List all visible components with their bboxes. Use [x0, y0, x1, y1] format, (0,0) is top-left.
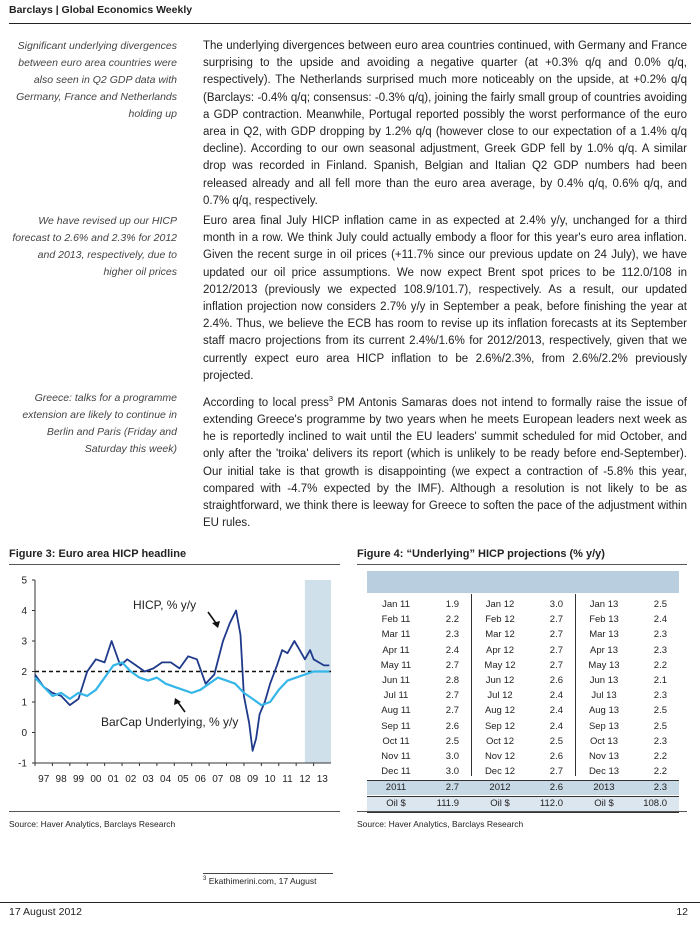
table-month-cell: Dec 12	[484, 766, 516, 778]
annotation-hicp: HICP, % y/y	[133, 598, 197, 612]
footnote-number: 3	[203, 876, 207, 883]
table-value-cell: 2.7	[549, 659, 563, 671]
table-value-cell: 2.4	[445, 644, 459, 656]
figure3-bottom-rule	[9, 811, 340, 812]
paragraph-greece	[203, 390, 687, 532]
table-value-cell: 2.8	[445, 675, 459, 686]
table-month-cell: Jul 12	[487, 690, 513, 702]
table-value-cell: 2.6	[549, 675, 563, 686]
y-tick-label: 3	[21, 636, 27, 648]
table-value-cell: 2.5	[445, 735, 459, 747]
x-tick-label: 97	[38, 774, 50, 785]
page-header	[9, 4, 691, 20]
table-value-cell: 2.6	[549, 751, 563, 762]
table-month-cell: May 12	[484, 659, 516, 671]
x-tick-label: 07	[212, 774, 224, 785]
hicp-series-line	[35, 611, 329, 751]
table-year-cell: 2011	[385, 782, 407, 794]
table-month-cell: Jan 12	[485, 599, 515, 610]
x-tick-label: 02	[125, 774, 137, 785]
header-title: Barclays | Global Economics Weekly	[9, 4, 193, 16]
table-year-value: 2.3	[653, 782, 667, 794]
table-oil-value: 108.0	[643, 798, 667, 810]
table-month-cell: Jul 11	[383, 690, 409, 702]
table-month-cell: Feb 11	[381, 614, 411, 626]
table-month-cell: Jan 13	[589, 599, 619, 610]
x-tick-label: 09	[247, 774, 259, 785]
footer-rule	[0, 902, 700, 903]
table-value-cell: 2.5	[653, 599, 667, 610]
y-tick-label: 5	[21, 575, 27, 587]
table-month-cell: Mar 13	[589, 629, 619, 641]
table-month-cell: Dec 11	[381, 766, 411, 778]
sidebar-note-divergences: Significant underlying divergences between euro area countries were also seen in Q2 GDP data with Germany, France and Netherlands holding up	[16, 40, 177, 120]
x-tick-label: 12	[299, 774, 311, 785]
table-value-cell: 2.5	[653, 720, 667, 732]
greece-text-start: According to local press	[203, 396, 329, 409]
table-month-cell: Mar 12	[485, 629, 515, 641]
x-tick-label: 04	[160, 774, 172, 785]
table-year-value: 2.6	[549, 782, 563, 794]
table-month-cell: Aug 11	[381, 705, 411, 717]
page-number: 12	[676, 906, 688, 918]
sidebar-note-greece: Greece: talks for a programme extension are likely to continue in Berlin and Paris (Friday and Saturday this week)	[22, 392, 177, 455]
table-month-cell: Jul 13	[591, 690, 617, 702]
greece-text-rest: PM Antonis Samaras does not intend to formally raise the issue of extending Greece's programme by two years when he meets European leaders next week as he is reportedly inclined to wait until the EU leaders' summit scheduled for mid October, and only after the 'troika' delivers its report (which is unlikely to be ready before end-September). Our initial take is that growth is disappointing (we expect a contraction of -5.8% this year, compared with -4.7% expected by the IMF). Although a resolution is not likely to be as straightforward, we think there is leeway for Greece to soften the pace of the adjustment within EU rules.	[203, 396, 687, 530]
table-month-cell: Aug 13	[588, 705, 620, 717]
table-value-cell: 2.5	[653, 705, 667, 717]
footnote	[203, 876, 316, 886]
table-value-cell: 2.7	[445, 659, 459, 671]
table-value-cell: 2.7	[549, 644, 563, 656]
table-value-cell: 1.9	[445, 599, 459, 610]
table-month-cell: Jun 13	[589, 675, 619, 686]
table-month-cell: Nov 13	[588, 751, 620, 762]
table-month-cell: Oct 12	[486, 735, 514, 747]
table-month-cell: Sep 11	[381, 720, 411, 732]
x-tick-label: 01	[107, 774, 119, 785]
table-month-cell: Aug 12	[484, 705, 516, 717]
table-month-cell: Dec 13	[588, 766, 620, 778]
table-month-cell: Jun 11	[382, 675, 410, 686]
x-tick-label: 10	[264, 774, 276, 785]
annotation-underlying: BarCap Underlying, % y/y	[101, 715, 239, 729]
table-value-cell: 2.3	[653, 644, 667, 656]
table-month-cell: Apr 12	[486, 644, 514, 656]
table-oil-label: Oil $	[594, 798, 614, 810]
table-month-cell: Apr 13	[590, 644, 618, 656]
header-rule	[9, 23, 691, 24]
table-value-cell: 2.2	[445, 614, 459, 626]
table-value-cell: 3.0	[549, 599, 563, 610]
figure4-source: Source: Haver Analytics, Barclays Research	[357, 819, 524, 829]
footnote-ref: 3	[328, 394, 334, 403]
y-tick-label: 2	[21, 667, 27, 678]
x-tick-label: 00	[90, 774, 102, 785]
x-tick-label: 05	[177, 774, 189, 785]
table-value-cell: 3.0	[445, 751, 459, 762]
table-value-cell: 2.4	[549, 720, 563, 732]
table-value-cell: 2.3	[445, 629, 459, 641]
annotation-hicp-arrowhead	[212, 621, 220, 628]
table-month-cell: Jan 11	[382, 599, 410, 610]
table-month-cell: Oct 13	[590, 735, 618, 747]
table-month-cell: Nov 11	[381, 751, 411, 762]
table-value-cell: 3.0	[445, 766, 459, 778]
y-tick-label: 0	[21, 728, 27, 739]
column-separator	[575, 594, 576, 776]
table-value-cell: 2.2	[653, 659, 667, 671]
table-oil-label: Oil $	[386, 798, 406, 810]
table-value-cell: 2.4	[653, 614, 667, 626]
footnote-text: Ekathimerini.com, 17 August	[206, 876, 317, 886]
table-value-cell: 2.3	[653, 629, 667, 641]
table-oil-label: Oil $	[490, 798, 510, 810]
y-tick-label: 4	[21, 606, 27, 617]
footer-date: 17 August 2012	[9, 906, 82, 918]
y-tick-label: -1	[18, 758, 27, 770]
table-value-cell: 2.1	[653, 675, 667, 686]
table-rule	[367, 812, 679, 813]
x-tick-label: 03	[142, 774, 154, 785]
table-year-cell: 2013	[593, 782, 615, 794]
x-tick-label: 13	[316, 774, 328, 785]
table-header-band	[367, 571, 679, 593]
x-tick-label: 98	[55, 774, 67, 785]
figure3-title: Figure 3: Euro area HICP headline	[9, 548, 187, 560]
figure4-title-rule	[357, 564, 687, 565]
table-oil-value: 112.0	[539, 798, 563, 810]
table-value-cell: 2.3	[653, 690, 667, 702]
figure3-source: Source: Haver Analytics, Barclays Research	[9, 819, 176, 829]
table-month-cell: Sep 13	[588, 720, 620, 732]
table-value-cell: 2.2	[653, 766, 667, 778]
table-month-cell: Feb 12	[485, 614, 515, 626]
table-value-cell: 2.4	[549, 705, 563, 717]
table-year-value: 2.7	[445, 782, 459, 794]
table-year-cell: 2012	[489, 782, 511, 794]
figure4-title: Figure 4: “Underlying” HICP projections (% y/y)	[357, 548, 605, 560]
y-tick-label: 1	[21, 697, 27, 709]
table-value-cell: 2.5	[549, 735, 563, 747]
table-month-cell: Feb 13	[589, 614, 619, 626]
table-month-cell: Nov 12	[484, 751, 516, 762]
table-oil-value: 111.9	[436, 798, 459, 810]
table-month-cell: Apr 11	[382, 644, 410, 656]
table-month-cell: Sep 12	[484, 720, 516, 732]
table-value-cell: 2.4	[549, 690, 563, 702]
x-tick-label: 08	[229, 774, 241, 785]
x-tick-label: 11	[282, 774, 293, 785]
hicp-projection-table	[357, 568, 687, 808]
column-separator	[471, 594, 472, 776]
table-month-cell: Mar 11	[381, 629, 411, 641]
paragraph-divergences: The underlying divergences between euro area countries continued, with Germany and France surprising to the upside and avoiding a negative quarter (at +0.3% q/q and 0.0% q/q, respectively). The Netherlands surprised much more noticeably on the upside, at +0.2% q/q (Barclays: -0.4% q/q; consensus: -0.3% q/q), joining the fairly small group of countries avoiding a GDP contraction. Meanwhile, Portugal reported possibly the worst performance of the euro area in Q2, with GDP dropping by 1.2% q/q (however close to our expectation of a 1.4% q/q decline). According to our own seasonal adjustment, Greek GDP fell by 1.0% q/q. A similar drop was recorded in Finland. Spanish, Belgian and Italian Q2 GDP numbers had been released already and all fell more than the euro area average, by 0.4% q/q, 0.6% q/q, and 0.7% q/q, respectively.	[203, 40, 687, 207]
table-month-cell: Oct 11	[382, 735, 410, 747]
x-tick-label: 06	[194, 774, 206, 785]
table-value-cell: 2.6	[445, 720, 459, 732]
figure4-bottom-rule	[357, 811, 687, 812]
x-tick-label: 99	[72, 774, 85, 785]
sidebar-note-hicp-forecast: We have revised up our HICP forecast to 2.6% and 2.3% for 2012 and 2013, respectively, due to higher oil prices	[12, 215, 177, 278]
table-value-cell: 2.7	[549, 614, 563, 626]
table-month-cell: May 13	[588, 659, 620, 671]
table-value-cell: 2.7	[445, 705, 459, 717]
paragraph-hicp-forecast: Euro area final July HICP inflation came in as expected at 2.4% y/y, unchanged for a third month in a row. We think July could actually embody a floor for this year's euro area inflation. Given the recent surge in oil prices (+11.7% since our previous update on 24 July), we have updated our oil price assumptions. We now expect Brent spot prices to be 112.0/108 in 2012/2013 (previously we expected 108.9/101.7), respectively. As a result, our updated inflation projection now considers 2.7% y/y in September a peak, before finishing the year at 2.4%. Thus, we believe the ECB has room to revise up its inflation forecasts at its September staff macro projections from its current 2.4%/1.6% for 2012/2013, respectively, given that we currently expect euro area HICP inflation to be 2.6%/2.3%, from 2.6%/2.2% previously projected.	[203, 215, 687, 382]
table-value-cell: 2.7	[549, 629, 563, 641]
table-month-cell: May 11	[380, 659, 412, 671]
table-value-cell: 2.7	[549, 766, 563, 778]
hicp-line-chart	[9, 568, 340, 803]
table-value-cell: 2.2	[653, 751, 667, 762]
table-value-cell: 2.3	[653, 735, 667, 747]
figure3-title-rule	[9, 564, 340, 565]
footnote-rule	[203, 873, 333, 874]
table-value-cell: 2.7	[445, 690, 459, 702]
table-month-cell: Jun 12	[485, 675, 515, 686]
